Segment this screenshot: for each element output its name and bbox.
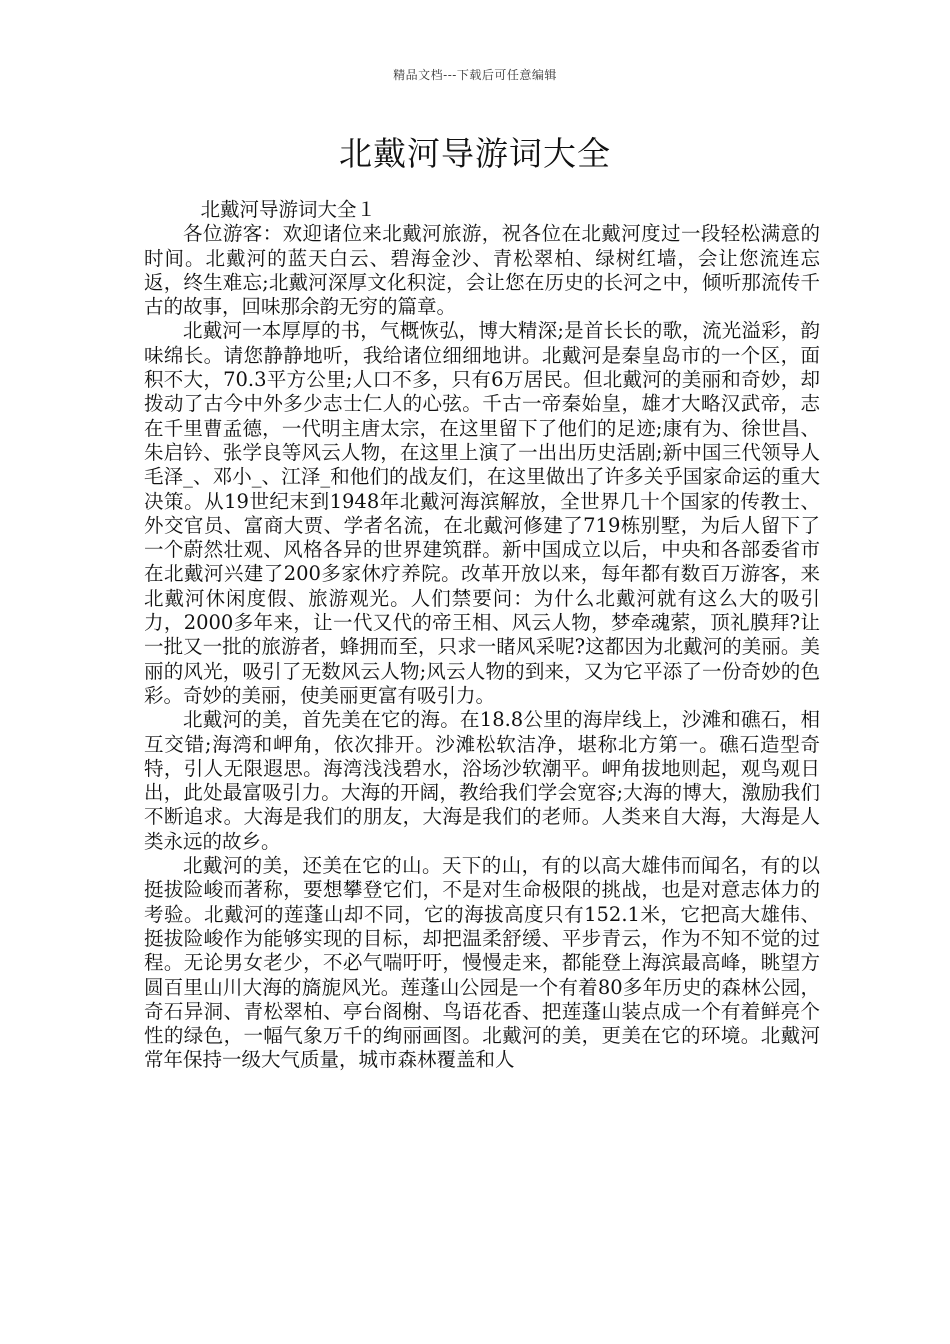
section-subheading: 北戴河导游词大全１	[200, 198, 377, 221]
paragraph-welcome: 各位游客：欢迎诸位来北戴河旅游，祝各位在北戴河度过一段轻松满意的时间。北戴河的蓝天白云、碧海金沙、青松翠柏、绿树红墙，会让您流连忘返，终生难忘;北戴河深厚文化积淀，会让您在历史的长河之中，倾听那流传千古的故事，回味那余韵无穷的篇章。	[144, 222, 820, 319]
paragraph-history: 北戴河一本厚厚的书，气概恢弘，博大精深;是首长长的歌，流光溢彩，韵味绵长。请您静静地听，我给诸位细细地讲。北戴河是秦皇岛市的一个区，面积不大，70.3平方公里;人口不多，只有6万居民。但北戴河的美丽和奇妙，却拨动了古今中外多少志士仁人的心弦。千古一帝秦始皇，雄才大略汉武帝，志在千里曹孟德，一代明主唐太宗，在这里留下了他们的足迹;康有为、徐世昌、朱启钤、张学良等风云人物，在这里上演了一出出历史活剧;新中国三代领导人毛泽_、邓小_、江泽_和他们的战友们，在这里做出了许多关乎国家命运的重大决策。从19世纪末到1948年北戴河海滨解放，全世界几十个国家的传教士、外交官员、富商大贾、学者名流，在北戴河修建了719栋别墅，为后人留下了一个蔚然壮观、风格各异的世界建筑群。新中国成立以后，中央和各部委省市在北戴河兴建了200多家休疗养院。改革开放以来，每年都有数百万游客，来北戴河休闲度假、旅游观光。人们禁要问：为什么北戴河就有这么大的吸引力，2000多年来，让一代又代的帝王相、风云人物，梦牵魂萦，顶礼膜拜?让一批又一批的旅游者，蜂拥而至，只求一睹风采呢?这都因为北戴河的美丽。美丽的风光，吸引了无数风云人物;风云人物的到来，又为它平添了一份奇妙的色彩。奇妙的美丽，使美丽更富有吸引力。	[144, 319, 820, 707]
document-body	[144, 198, 820, 1073]
paragraph-mountain: 北戴河的美，还美在它的山。天下的山，有的以高大雄伟而闻名，有的以挺拔险峻而著称，要想攀登它们，不是对生命极限的挑战，也是对意志体力的考验。北戴河的莲蓬山却不同，它的海拔高度只有152.1米，它把高大雄伟、挺拔险峻作为能够实现的目标，却把温柔舒缓、平步青云，作为不知不觉的过程。无论男女老少，不必气喘吁吁，慢慢走来，都能登上海滨最高峰，眺望方圆百里山川大海的旖旎风光。莲蓬山公园是一个有着80多年历史的森林公园，奇石异洞、青松翠柏、亭台阁榭、鸟语花香、把莲蓬山装点成一个有着鲜亮个性的绿色，一幅气象万千的绚丽画图。北戴河的美，更美在它的环境。北戴河常年保持一级大气质量，城市森林覆盖和人	[144, 854, 820, 1072]
paragraph-sea: 北戴河的美，首先美在它的海。在18.8公里的海岸线上，沙滩和礁石，相互交错;海湾和岬角，依次排开。沙滩松软洁净，堪称北方第一。礁石造型奇特，引人无限遐思。海湾浅浅碧水，浴场沙软潮平。岬角拔地则起，观鸟观日出，此处最富吸引力。大海的开阔，教给我们学会宽容;大海的博大，激励我们不断追求。大海是我们的朋友，大海是我们的老师。人类来自大海，大海是人类永远的故乡。	[144, 708, 820, 853]
page-header-watermark: 精品文档---下载后可任意编辑	[393, 68, 557, 82]
document-title: 北戴河导游词大全	[339, 134, 611, 173]
